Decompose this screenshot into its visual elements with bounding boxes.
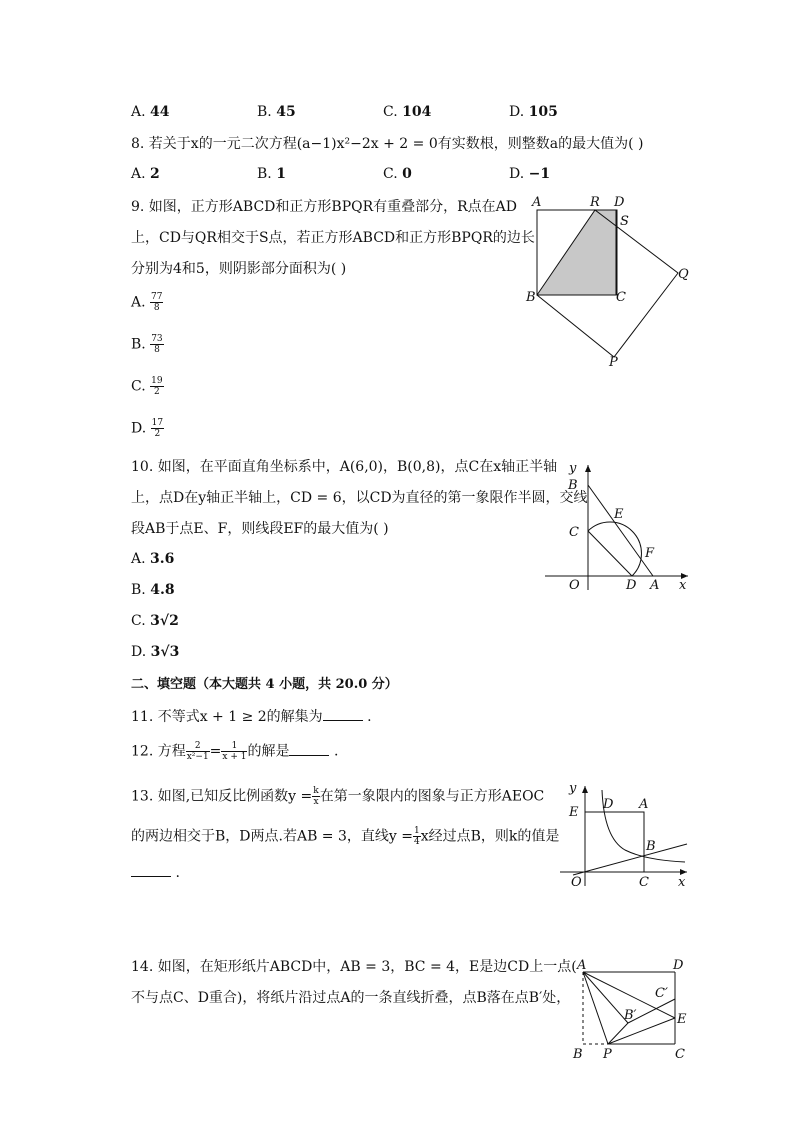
q14-label-b: B (573, 1047, 583, 1062)
q9-label-b: B (526, 290, 536, 305)
q12-answer-blank[interactable] (289, 743, 329, 756)
q14-line-2: 不与点C、D重合)，将纸片沿过点A的一条直线折叠，点B落在点B′处， (131, 990, 571, 1006)
q7-option-b: B. 45 (257, 104, 296, 120)
q13-figure (555, 778, 700, 893)
q10-label-d: D (626, 578, 637, 593)
q14-label-c: C (675, 1047, 685, 1062)
q13-line-1: 13. 如图,已知反比例函数y = $\frac{k}{x}$ 在第一象限内的图象与正方形AEOC (131, 786, 545, 807)
q10-label-c: C (569, 525, 579, 540)
q13-label-o: O (571, 875, 582, 890)
q10-figure (540, 455, 700, 595)
q9-shaded-region (537, 210, 616, 295)
q12-text: 12. 方程 $\frac{2}{\text{x²−1}}$ = $\frac{1}{x + 1}$ 的解是 . (131, 741, 339, 762)
q8-option-c: C. 0 (383, 166, 412, 182)
q10-label-x: x (679, 578, 687, 593)
q11-text: 11. 不等式x + 1 ≥ 2的解集为 . (131, 709, 372, 725)
q13-label-c: C (639, 875, 649, 890)
q14-figure (565, 955, 700, 1065)
q10-label-y: y (569, 461, 577, 476)
q8-option-a: A. 2 (131, 166, 160, 182)
q9-line-3: 分别为4和5，则阴影部分面积为( ) (131, 261, 347, 277)
q7-option-d: D. 105 (509, 104, 558, 120)
q11-answer-blank[interactable] (323, 708, 363, 721)
q13-label-b: B (646, 839, 656, 854)
q13-label-d: D (603, 797, 614, 812)
q9-label-q: Q (678, 267, 689, 282)
q13-label-e: E (569, 805, 579, 820)
q8-option-d: D. −1 (509, 166, 551, 182)
q9-label-r: R (590, 195, 600, 210)
q10-option-d: D. 3√3 (131, 644, 180, 660)
q9-line-2: 上，CD与QR相交于S点，若正方形ABCD和正方形BPQR的边长 (131, 230, 535, 246)
q10-option-b: B. 4.8 (131, 582, 175, 598)
q10-label-f: F (645, 546, 655, 561)
q9-label-s: S (620, 214, 629, 229)
q10-label-b: B (568, 478, 578, 493)
q13-label-x: x (678, 875, 686, 890)
q9-figure (520, 190, 700, 370)
section-2-title: 二、填空题（本大题共 4 小题，共 20.0 分） (131, 677, 398, 692)
q10-line-3: 段AB于点E、F，则线段EF的最大值为( ) (131, 521, 389, 537)
q9-option-a: A. $\frac{77}{8}$ (131, 292, 163, 313)
q13-line-2: 的两边相交于B，D两点.若AB = 3，直线y = $\frac{1}{4}$ x经过点B，则k的值是 (131, 826, 560, 847)
q9-option-b: B. $\frac{73}{8}$ (131, 334, 163, 355)
q13-label-y: y (569, 781, 577, 796)
q10-label-o: O (569, 578, 580, 593)
q8-text: 8. 若关于x的一元二次方程(a−1)x²−2x + 2 = 0有实数根，则整数a的最大值为( ) (131, 136, 644, 152)
q10-label-a: A (650, 578, 660, 593)
q10-label-e: E (614, 507, 624, 522)
q14-label-b-prime: B′ (624, 1008, 637, 1023)
q10-option-c: C. 3√2 (131, 613, 179, 629)
q9-option-c: C. $\frac{19}{2}$ (131, 376, 163, 397)
q10-line-1: 10. 如图，在平面直角坐标系中，A(6,0)，B(0,8)，点C在x轴正半轴 (131, 459, 558, 475)
q10-line-2: 上，点D在y轴正半轴上，CD = 6，以CD为直径的第一象限作半圆，交线 (131, 490, 588, 506)
q9-line-1: 9. 如图，正方形ABCD和正方形BPQR有重叠部分，R点在AD (131, 199, 518, 215)
q14-line-1: 14. 如图，在矩形纸片ABCD中，AB = 3，BC = 4，E是边CD上一点( (131, 959, 577, 975)
q9-label-c: C (616, 290, 626, 305)
q13-label-a: A (639, 797, 649, 812)
q13-answer-blank[interactable] (131, 864, 171, 877)
q14-label-d: D (673, 958, 684, 973)
q14-label-c-prime: C′ (655, 986, 668, 1001)
q7-option-c: C. 104 (383, 104, 432, 120)
q9-label-d: D (614, 195, 625, 210)
q14-label-e: E (677, 1012, 687, 1027)
q9-option-d: D. $\frac{17}{2}$ (131, 418, 164, 439)
q14-label-p: P (603, 1047, 612, 1062)
q9-label-a: A (532, 195, 542, 210)
q9-label-p: P (609, 355, 618, 370)
q7-option-a: A. 44 (131, 104, 170, 120)
q10-option-a: A. 3.6 (131, 551, 175, 567)
q14-label-a: A (577, 958, 587, 973)
q8-option-b: B. 1 (257, 166, 286, 182)
q13-line-3: . (131, 864, 180, 882)
